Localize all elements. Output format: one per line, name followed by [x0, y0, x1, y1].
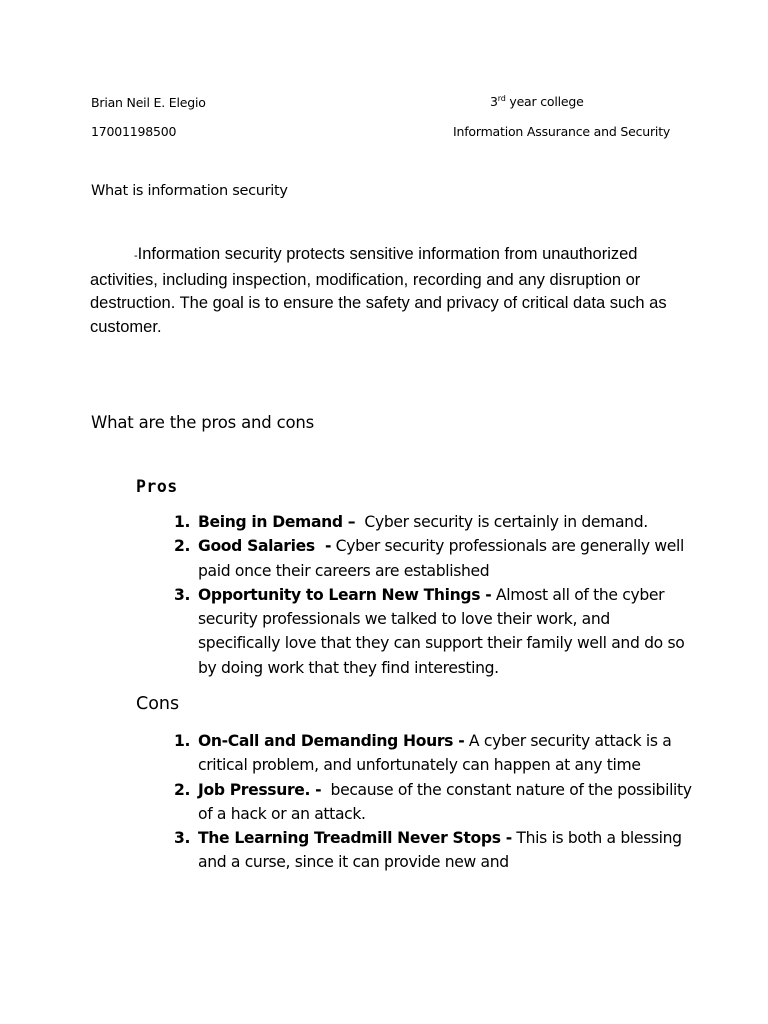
student-id: 17001198500	[91, 124, 177, 139]
list-item: 3. The Learning Treadmill Never Stops - This is both a blessing and a curse, since it can provide new and	[174, 829, 682, 872]
pros-list	[136, 510, 696, 680]
list-item: 2. Good Salaries - Cyber security professionals are generally well paid once their careers are established	[174, 537, 684, 580]
intro-text: Information security protects sensitive information from unauthorized activities, including inspection, modification, recording and any disruption or destruction. The goal is to ensure the safety and privacy of critical data such as customer.	[90, 245, 667, 336]
question-heading: What is information security	[91, 183, 288, 199]
list-item: 3. Opportunity to Learn New Things - Almost all of the cyber security professionals we talked to love their work, and specifically love that they can support their family well and do so by doing work that they find interesting.	[174, 585, 685, 677]
pros-cons-title: What are the pros and cons	[91, 413, 314, 432]
author-name: Brian Neil E. Elegio	[91, 95, 206, 110]
list-item: 2. Job Pressure. - because of the constant nature of the possibility of a hack or an attack.	[174, 780, 697, 823]
intro-dash: -	[134, 250, 138, 262]
cons-heading: Cons	[136, 694, 180, 714]
list-item: 1. Being in Demand – Cyber security is certainly in demand.	[174, 513, 648, 531]
course-title: Information Assurance and Security	[453, 124, 671, 139]
cons-list	[136, 729, 696, 875]
pros-heading: Pros	[136, 477, 178, 496]
intro-paragraph	[90, 243, 690, 339]
list-item: 1. On-Call and Demanding Hours - A cyber security attack is a critical problem, and unfortunately can happen at any time	[174, 732, 672, 775]
year-level: 3rd year college	[490, 94, 584, 109]
